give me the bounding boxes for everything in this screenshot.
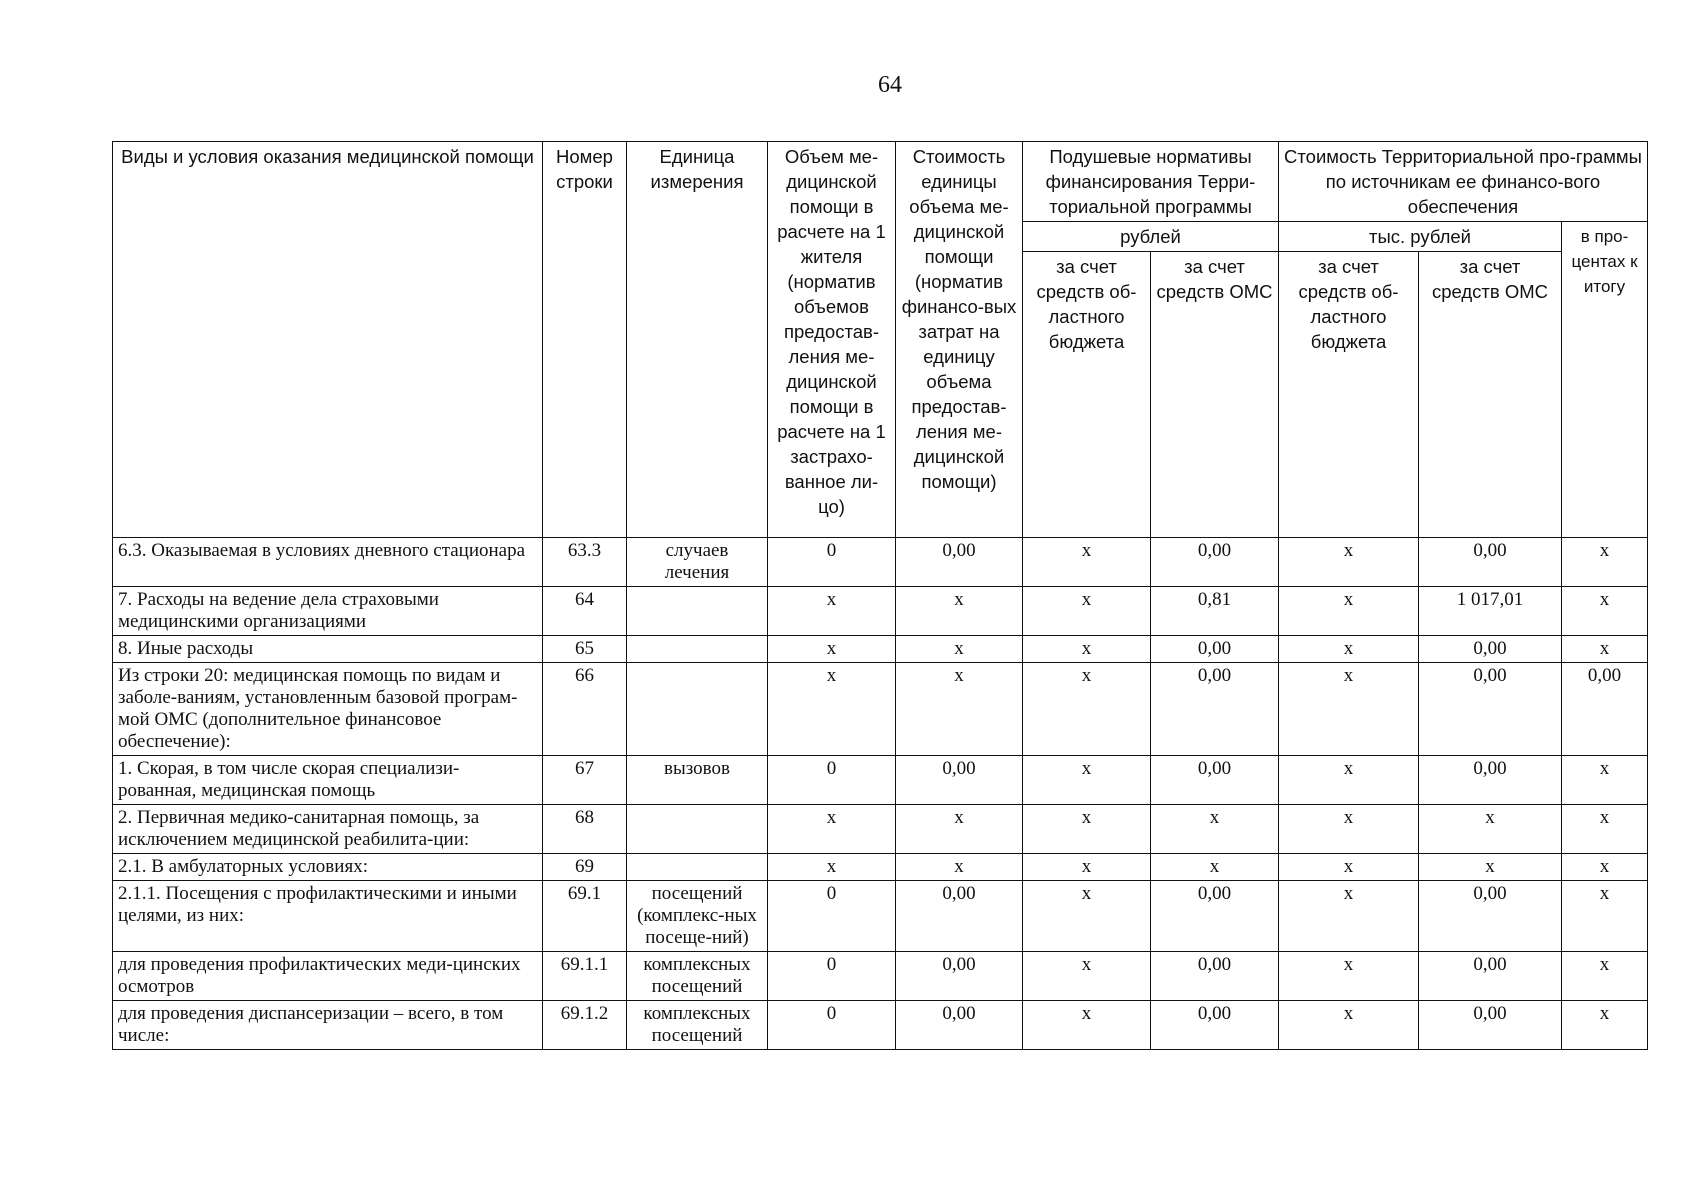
row-unit-cost: 0,00 bbox=[896, 952, 1023, 1001]
row-volume: x bbox=[768, 663, 896, 756]
row-pc-oms: 0,00 bbox=[1151, 663, 1279, 756]
row-pc-regional: x bbox=[1023, 952, 1151, 1001]
header-pc-oms: за счет средств ОМС bbox=[1151, 252, 1279, 538]
row-unit: случаев лечения bbox=[627, 538, 768, 587]
row-cost-regional: x bbox=[1279, 756, 1419, 805]
row-number: 69 bbox=[543, 854, 627, 881]
header-pc-regional: за счет средств об-ластного бюджета bbox=[1023, 252, 1151, 538]
header-cost: Стоимость единицы объема ме-дицинской помощи (норматив финансо-вых затрат на единицу объема предостав-ления ме-дицинской помощи) bbox=[896, 142, 1023, 538]
row-percent: x bbox=[1562, 587, 1648, 636]
row-number: 65 bbox=[543, 636, 627, 663]
row-cost-regional: x bbox=[1279, 805, 1419, 854]
table-row bbox=[113, 756, 1648, 805]
row-percent: x bbox=[1562, 805, 1648, 854]
row-percent: x bbox=[1562, 636, 1648, 663]
row-pc-oms: 0,00 bbox=[1151, 1001, 1279, 1050]
row-cost-regional: x bbox=[1279, 538, 1419, 587]
row-pc-regional: x bbox=[1023, 805, 1151, 854]
row-cost-oms: 0,00 bbox=[1419, 952, 1562, 1001]
row-cost-oms: 0,00 bbox=[1419, 756, 1562, 805]
row-pc-regional: x bbox=[1023, 538, 1151, 587]
row-pc-oms: x bbox=[1151, 805, 1279, 854]
row-pc-regional: x bbox=[1023, 1001, 1151, 1050]
row-unit: комплексных посещений bbox=[627, 952, 768, 1001]
row-name: 8. Иные расходы bbox=[113, 636, 543, 663]
row-cost-oms: 0,00 bbox=[1419, 538, 1562, 587]
header-row-1 bbox=[113, 142, 1648, 222]
row-number: 63.3 bbox=[543, 538, 627, 587]
row-unit bbox=[627, 805, 768, 854]
row-name: 2. Первичная медико-санитарная помощь, за исключением медицинской реабилита-ции: bbox=[113, 805, 543, 854]
row-cost-regional: x bbox=[1279, 663, 1419, 756]
row-volume: x bbox=[768, 636, 896, 663]
table-row bbox=[113, 538, 1648, 587]
row-cost-regional: x bbox=[1279, 881, 1419, 952]
row-volume: 0 bbox=[768, 756, 896, 805]
row-percent: x bbox=[1562, 881, 1648, 952]
row-pc-regional: x bbox=[1023, 881, 1151, 952]
row-cost-regional: x bbox=[1279, 952, 1419, 1001]
row-pc-regional: x bbox=[1023, 587, 1151, 636]
row-pc-oms: x bbox=[1151, 854, 1279, 881]
row-name: для проведения профилактических меди-цинских осмотров bbox=[113, 952, 543, 1001]
row-pc-oms: 0,00 bbox=[1151, 538, 1279, 587]
row-cost-oms: 0,00 bbox=[1419, 881, 1562, 952]
row-unit-cost: 0,00 bbox=[896, 756, 1023, 805]
table-row bbox=[113, 636, 1648, 663]
row-unit bbox=[627, 663, 768, 756]
header-program-cost: Стоимость Территориальной про-граммы по источникам ее финансо-вого обеспечения bbox=[1279, 142, 1648, 222]
row-unit-cost: x bbox=[896, 854, 1023, 881]
row-volume: x bbox=[768, 587, 896, 636]
row-cost-regional: x bbox=[1279, 854, 1419, 881]
header-kind: Виды и условия оказания медицинской помощи bbox=[113, 142, 543, 538]
table-row bbox=[113, 805, 1648, 854]
row-volume: 0 bbox=[768, 952, 896, 1001]
row-pc-oms: 0,00 bbox=[1151, 952, 1279, 1001]
table-row bbox=[113, 587, 1648, 636]
row-cost-oms: x bbox=[1419, 854, 1562, 881]
row-unit: вызовов bbox=[627, 756, 768, 805]
row-name: 6.3. Оказываемая в условиях дневного стационара bbox=[113, 538, 543, 587]
financing-table bbox=[112, 141, 1648, 1050]
row-pc-regional: x bbox=[1023, 663, 1151, 756]
header-cost-regional: за счет средств об-ластного бюджета bbox=[1279, 252, 1419, 538]
row-unit-cost: 0,00 bbox=[896, 538, 1023, 587]
row-cost-regional: x bbox=[1279, 636, 1419, 663]
row-number: 68 bbox=[543, 805, 627, 854]
row-number: 69.1.2 bbox=[543, 1001, 627, 1050]
header-percent: в про-центах к итогу bbox=[1562, 222, 1648, 538]
row-volume: 0 bbox=[768, 538, 896, 587]
table-row bbox=[113, 1001, 1648, 1050]
row-number: 67 bbox=[543, 756, 627, 805]
table-row bbox=[113, 663, 1648, 756]
row-name: 2.1. В амбулаторных условиях: bbox=[113, 854, 543, 881]
table-row bbox=[113, 854, 1648, 881]
row-name: для проведения диспансеризации – всего, в том числе: bbox=[113, 1001, 543, 1050]
row-number: 69.1.1 bbox=[543, 952, 627, 1001]
page-number: 64 bbox=[878, 72, 902, 98]
row-volume: x bbox=[768, 805, 896, 854]
row-number: 64 bbox=[543, 587, 627, 636]
header-row-number: Номер строки bbox=[543, 142, 627, 538]
row-percent: x bbox=[1562, 854, 1648, 881]
row-name: 1. Скорая, в том числе скорая специализи-рованная, медицинская помощь bbox=[113, 756, 543, 805]
table-row bbox=[113, 881, 1648, 952]
row-number: 69.1 bbox=[543, 881, 627, 952]
row-unit: посещений (комплекс-ных посеще-ний) bbox=[627, 881, 768, 952]
header-per-capita: Подушевые нормативы финансирования Терри-ториальной программы bbox=[1023, 142, 1279, 222]
row-percent: x bbox=[1562, 952, 1648, 1001]
header-unit: Единица измерения bbox=[627, 142, 768, 538]
row-unit-cost: x bbox=[896, 663, 1023, 756]
row-name: 2.1.1. Посещения с профилактическими и иными целями, из них: bbox=[113, 881, 543, 952]
row-volume: 0 bbox=[768, 881, 896, 952]
row-cost-oms: x bbox=[1419, 805, 1562, 854]
header-unit-rub: рублей bbox=[1023, 222, 1279, 252]
row-percent: x bbox=[1562, 1001, 1648, 1050]
row-pc-oms: 0,00 bbox=[1151, 756, 1279, 805]
row-volume: 0 bbox=[768, 1001, 896, 1050]
table-body bbox=[113, 142, 1648, 1050]
row-unit bbox=[627, 587, 768, 636]
row-unit bbox=[627, 636, 768, 663]
header-unit-thousand-rub: тыс. рублей bbox=[1279, 222, 1562, 252]
row-unit-cost: x bbox=[896, 805, 1023, 854]
row-unit: комплексных посещений bbox=[627, 1001, 768, 1050]
row-cost-oms: 0,00 bbox=[1419, 636, 1562, 663]
row-cost-oms: 0,00 bbox=[1419, 663, 1562, 756]
row-pc-regional: x bbox=[1023, 636, 1151, 663]
row-percent: x bbox=[1562, 756, 1648, 805]
row-unit-cost: 0,00 bbox=[896, 881, 1023, 952]
table-row bbox=[113, 952, 1648, 1001]
row-percent: x bbox=[1562, 538, 1648, 587]
row-cost-oms: 0,00 bbox=[1419, 1001, 1562, 1050]
row-unit bbox=[627, 854, 768, 881]
row-number: 66 bbox=[543, 663, 627, 756]
row-cost-regional: x bbox=[1279, 1001, 1419, 1050]
row-unit-cost: x bbox=[896, 587, 1023, 636]
row-unit-cost: 0,00 bbox=[896, 1001, 1023, 1050]
row-pc-oms: 0,00 bbox=[1151, 881, 1279, 952]
header-cost-oms: за счет средств ОМС bbox=[1419, 252, 1562, 538]
row-cost-regional: x bbox=[1279, 587, 1419, 636]
header-volume: Объем ме-дицинской помощи в расчете на 1 жителя (норматив объемов предостав-ления ме-дицинской помощи в расчете на 1 застрахо-ванное ли-цо) bbox=[768, 142, 896, 538]
row-pc-regional: x bbox=[1023, 854, 1151, 881]
row-unit-cost: x bbox=[896, 636, 1023, 663]
row-pc-oms: 0,81 bbox=[1151, 587, 1279, 636]
row-pc-regional: x bbox=[1023, 756, 1151, 805]
row-volume: x bbox=[768, 854, 896, 881]
row-pc-oms: 0,00 bbox=[1151, 636, 1279, 663]
row-cost-oms: 1 017,01 bbox=[1419, 587, 1562, 636]
row-percent: 0,00 bbox=[1562, 663, 1648, 756]
row-name: 7. Расходы на ведение дела страховыми медицинскими организациями bbox=[113, 587, 543, 636]
row-name: Из строки 20: медицинская помощь по видам и заболе-ваниям, установленным базовой програм-мой ОМС (дополнительное финансовое обеспечение): bbox=[113, 663, 543, 756]
